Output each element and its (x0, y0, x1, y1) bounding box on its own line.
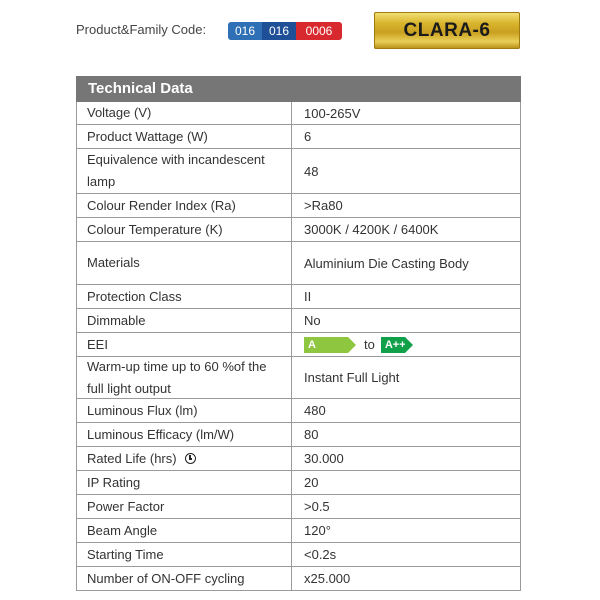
table-row (77, 309, 520, 333)
table-rows (76, 102, 521, 591)
row-value: 30.000 (304, 451, 344, 466)
table-title: Technical Data (76, 76, 521, 102)
row-label: Power Factor (77, 495, 292, 518)
row-value: 80 (304, 427, 319, 442)
row-label: Product Wattage (W) (77, 125, 292, 148)
table-row (77, 149, 520, 194)
row-label: Warm-up time up to 60 %of the full light output (77, 357, 292, 398)
row-value: 100-265V (304, 105, 361, 121)
row-value: <0.2s (304, 547, 337, 562)
row-label: Equivalence with incandescent lamp (77, 149, 292, 193)
row-value: No (304, 313, 321, 328)
table-row (77, 242, 520, 285)
eei-class-a-arrow-icon (304, 337, 348, 353)
row-label: EEI (77, 333, 292, 356)
technical-data-table (76, 76, 521, 591)
row-label: Voltage (V) (77, 102, 292, 124)
row-label: Number of ON-OFF cycling (77, 567, 292, 590)
row-label (77, 447, 292, 470)
table-row (77, 519, 520, 543)
table-row (77, 567, 520, 591)
eei-to: A++ (384, 338, 406, 351)
row-value: Instant Full Light (304, 370, 400, 385)
row-value: II (304, 289, 312, 304)
clock-icon (185, 453, 196, 464)
row-value: >0.5 (304, 499, 330, 514)
header (0, 0, 600, 64)
table-row (77, 399, 520, 423)
row-label: Colour Render Index (Ra) (77, 194, 292, 217)
row-label: Materials (77, 242, 292, 284)
table-row (77, 543, 520, 567)
row-value: 48 (304, 163, 319, 179)
row-value: >Ra80 (304, 198, 343, 213)
family-code-badges (228, 22, 342, 40)
table-row (77, 495, 520, 519)
row-value: 480 (304, 403, 326, 418)
row-value: x25.000 (304, 571, 351, 586)
table-row (77, 471, 520, 495)
table-row (77, 423, 520, 447)
product-name-badge (374, 12, 520, 49)
eei-to-word: to (364, 337, 375, 352)
code-badge-2: 016 (262, 22, 296, 40)
family-code-label: Product&Family Code: (76, 22, 207, 37)
code-badge-1: 016 (228, 22, 262, 40)
row-value: 6 (304, 129, 312, 144)
row-value: 3000K / 4200K / 6400K (304, 222, 439, 237)
row-value: 120° (304, 523, 331, 538)
row-value: 20 (304, 475, 319, 490)
row-label: Beam Angle (77, 519, 292, 542)
table-row (77, 102, 520, 125)
code-badge-3: 0006 (296, 22, 342, 40)
table-row (77, 194, 520, 218)
row-label: Luminous Flux (lm) (77, 399, 292, 422)
table-row (77, 357, 520, 399)
table-row (77, 447, 520, 471)
table-row (77, 125, 520, 149)
row-label-text: Rated Life (hrs) (87, 450, 177, 466)
row-label: Luminous Efficacy (lm/W) (77, 423, 292, 446)
row-label: Starting Time (77, 543, 292, 566)
row-label: Colour Temperature (K) (77, 218, 292, 241)
product-name: CLARA-6 (403, 19, 491, 41)
table-row (77, 285, 520, 309)
table-row (77, 333, 520, 357)
eei-class-app-arrow-icon (381, 337, 405, 353)
row-label: Protection Class (77, 285, 292, 308)
eei-value (292, 333, 520, 356)
row-value: Aluminium Die Casting Body (304, 255, 469, 271)
row-label: Dimmable (77, 309, 292, 332)
table-row (77, 218, 520, 242)
eei-from: A (308, 338, 316, 351)
row-label: IP Rating (77, 471, 292, 494)
